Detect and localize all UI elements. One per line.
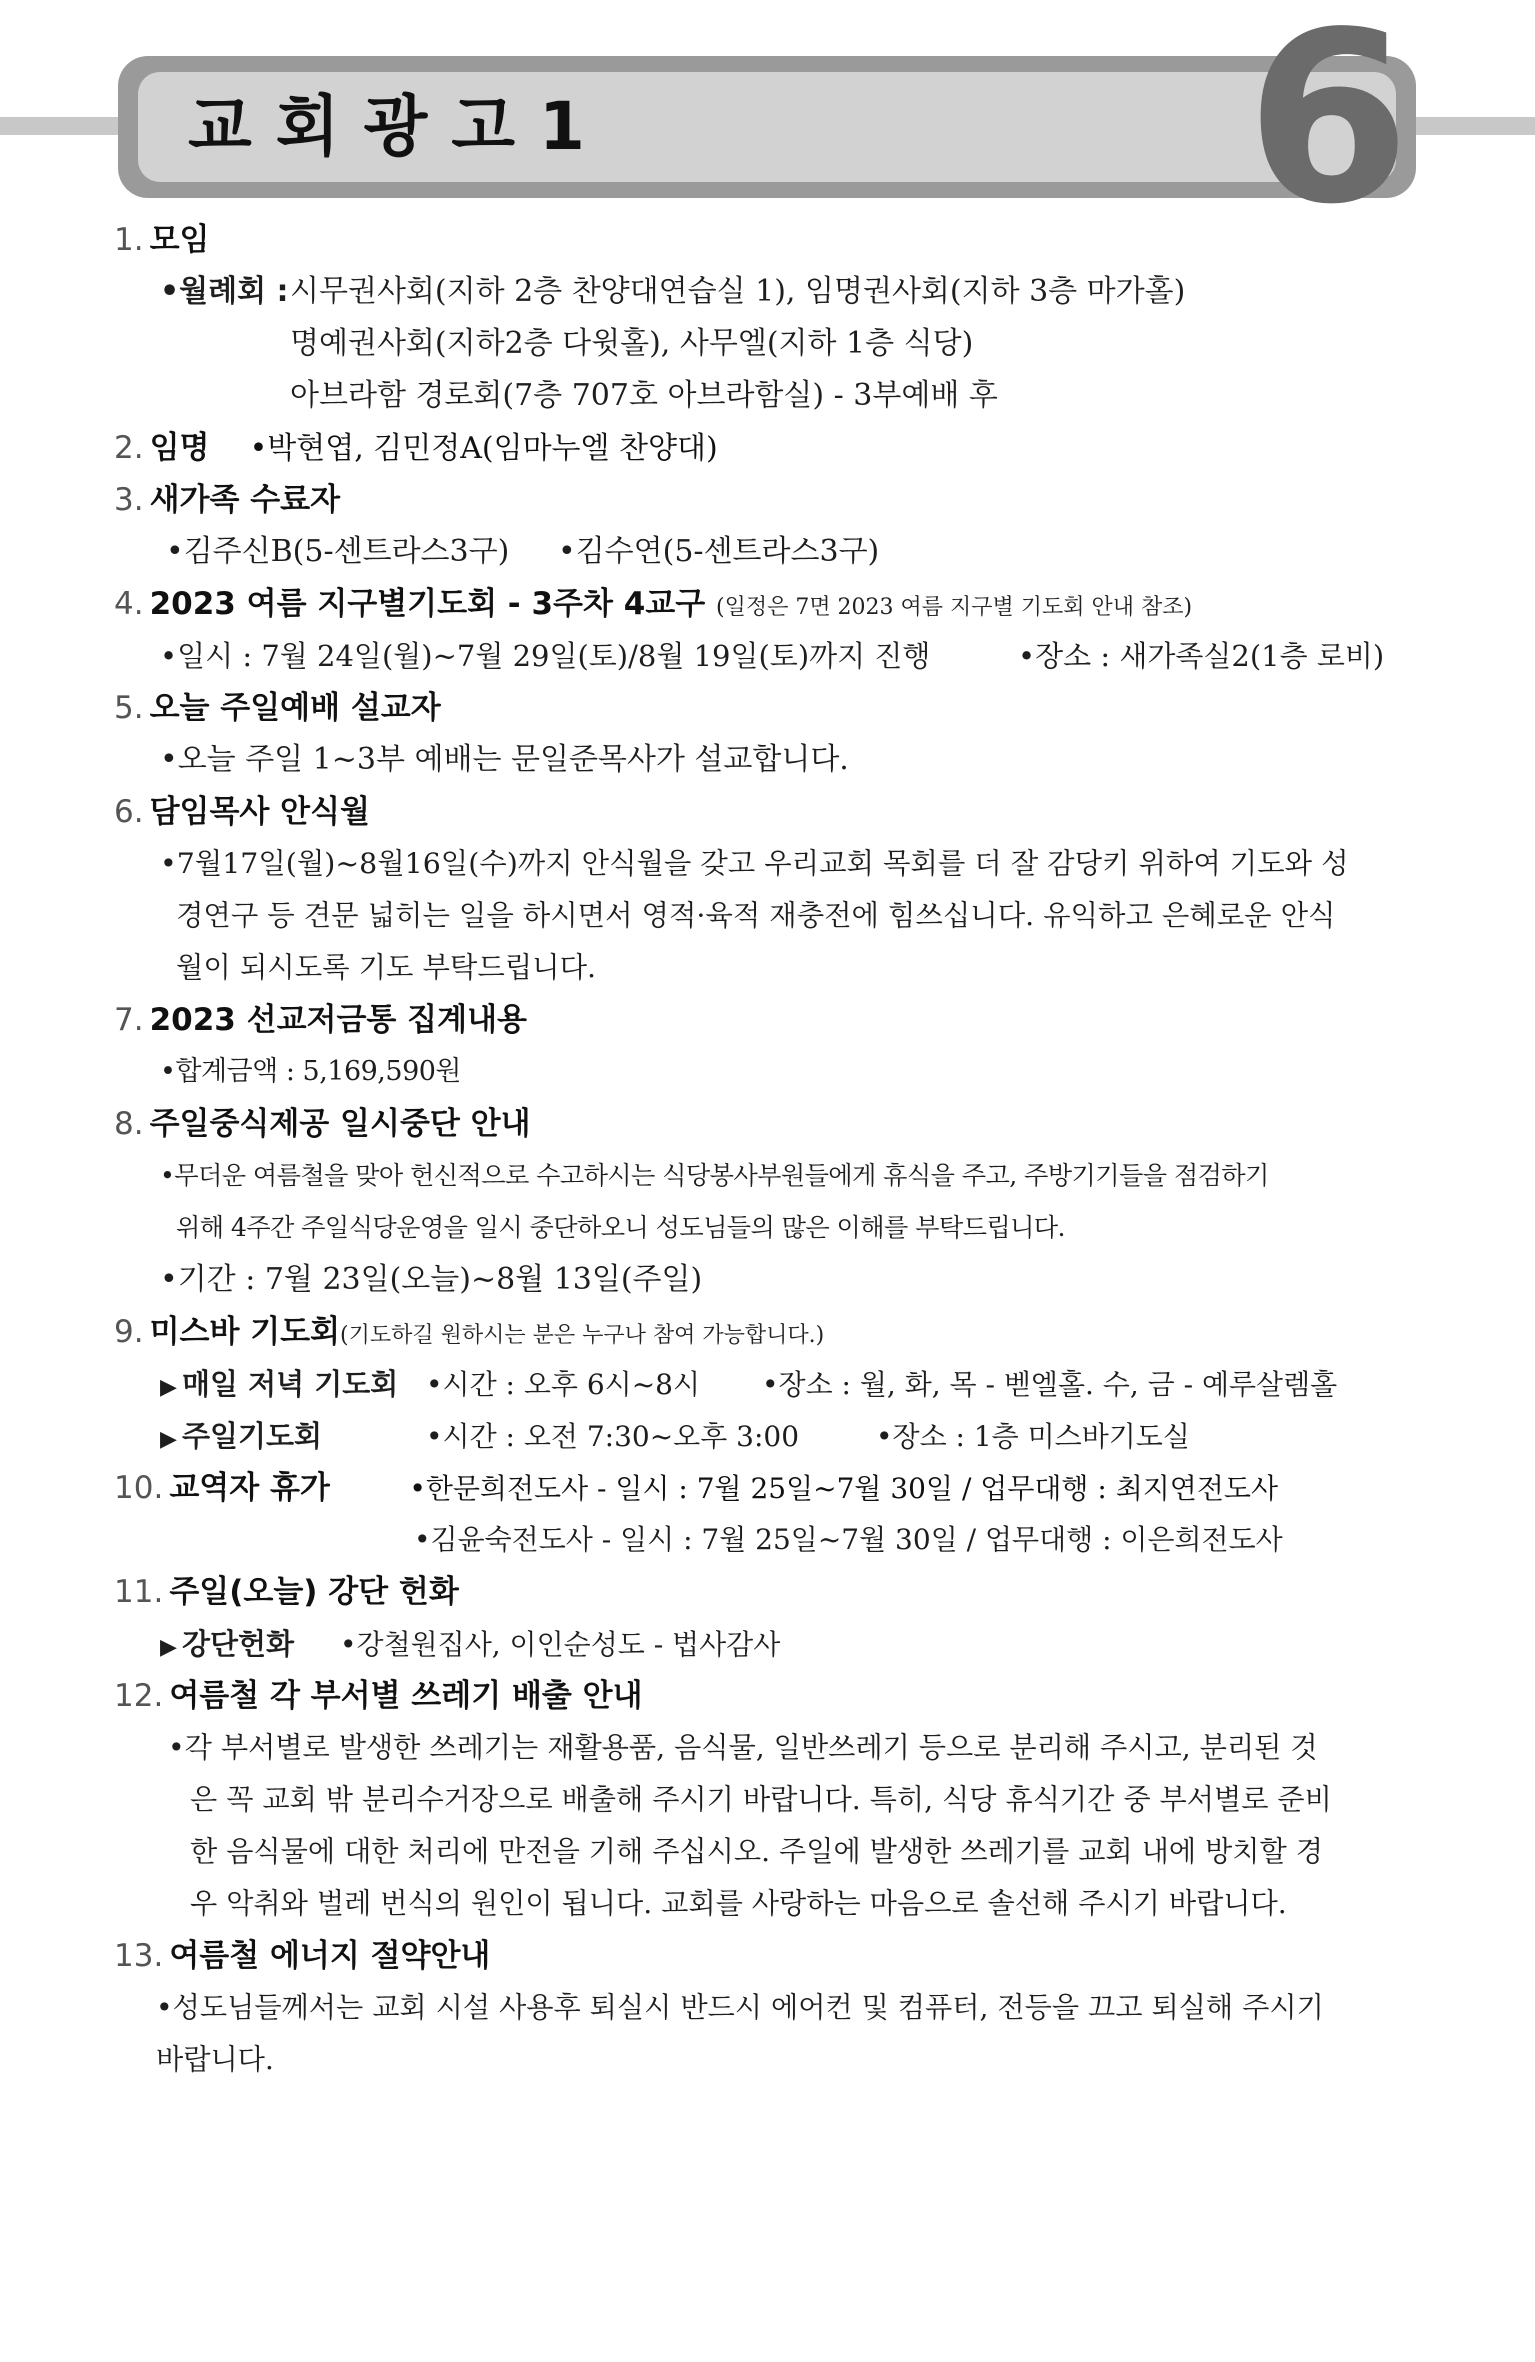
item-text: 바랍니다. <box>156 2043 274 2076</box>
item-text: •박현엽, 김민정A(임마누엘 찬양대) <box>249 431 718 466</box>
section-title: 담임목사 안식월 <box>149 794 370 830</box>
row-label: 주일기도회 <box>182 1419 323 1453</box>
list-item: •김주신B(5-센트라스3구) <box>166 534 510 569</box>
item-text: •기간 : 7월 23일(오늘)~8월 13일(주일) <box>160 1262 703 1297</box>
item-text: •강철원집사, 이인순성도 - 법사감사 <box>340 1628 781 1661</box>
item-text: 한 음식물에 대한 처리에 만전을 기해 주십시오. 주일에 발생한 쓰레기를 교회 내에 방치할 경 <box>190 1835 1323 1868</box>
item-text: 월이 되시도록 기도 부탁드립니다. <box>176 951 597 984</box>
section-8 <box>114 1098 1424 1306</box>
section-title: 모임 <box>149 222 210 258</box>
item-text: 경연구 등 견문 넓히는 일을 하시면서 영적·육적 재충전에 힘쓰십니다. 유익하고 은혜로운 안식 <box>176 899 1336 932</box>
section-title: 여름철 에너지 절약안내 <box>169 1938 491 1974</box>
section-number: 11. <box>114 1574 164 1610</box>
item-text: 아브라함 경로회(7층 707호 아브라함실) - 3부예배 후 <box>290 378 998 413</box>
section-number: 3. <box>114 482 144 518</box>
item-text: 시무권사회(지하 2층 찬양대연습실 1), 임명권사회(지하 3층 마가홀) <box>290 274 1186 309</box>
row-time: •시간 : 오전 7:30~오후 3:00 <box>426 1420 800 1453</box>
section-title: 주일(오늘) 강단 헌화 <box>169 1574 459 1610</box>
item-text: •한문희전도사 - 일시 : 7월 25일~7월 30일 / 업무대행 : 최지연전도사 <box>409 1472 1278 1505</box>
section-11 <box>114 1566 1424 1670</box>
item-text: •각 부서별로 발생한 쓰레기는 재활용품, 음식물, 일반쓰레기 등으로 분리해 주시고, 분리된 것 <box>168 1731 1318 1764</box>
item-text: •김윤숙전도사 - 일시 : 7월 25일~7월 30일 / 업무대행 : 이은희전도사 <box>414 1523 1283 1556</box>
section-title: 미스바 기도회 <box>149 1314 341 1350</box>
section-number: 12. <box>114 1678 164 1714</box>
section-1 <box>114 214 1424 422</box>
item-text: 명예권사회(지하2층 다윗홀), 사무엘(지하 1층 식당) <box>290 326 974 361</box>
section-12 <box>114 1670 1424 1930</box>
section-title: 여름철 각 부서별 쓰레기 배출 안내 <box>169 1678 643 1714</box>
section-title: 임명 <box>149 430 210 466</box>
section-number: 1. <box>114 222 144 258</box>
triangle-right-icon: ▶ <box>160 1375 177 1400</box>
row-label: 매일 저녁 기도회 <box>182 1367 399 1401</box>
section-13 <box>114 1930 1424 2086</box>
section-number: 8. <box>114 1106 144 1142</box>
item-text: 은 꼭 교회 밖 분리수거장으로 배출해 주시기 바랍니다. 특히, 식당 휴식기간 중 부서별로 준비 <box>190 1783 1332 1816</box>
section-title: 새가족 수료자 <box>149 482 341 518</box>
section-title: 2023 여름 지구별기도회 - 3주차 4교구 <box>149 586 706 622</box>
section-title: 교역자 휴가 <box>169 1470 330 1506</box>
section-2 <box>114 422 1424 474</box>
row-place: •장소 : 1층 미스바기도실 <box>876 1420 1190 1453</box>
section-10 <box>114 1462 1424 1566</box>
item-text: 우 악취와 벌레 번식의 원인이 됩니다. 교회를 사랑하는 마음으로 솔선해 주시기 바랍니다. <box>190 1887 1287 1920</box>
section-note: (일정은 7면 2023 여름 지구별 기도회 안내 참조) <box>715 595 1193 620</box>
item-text: •오늘 주일 1~3부 예배는 문일준목사가 설교합니다. <box>160 742 849 777</box>
triangle-right-icon: ▶ <box>160 1427 177 1452</box>
section-5 <box>114 682 1424 786</box>
section-number: 5. <box>114 690 144 726</box>
list-item: •김수연(5-센트라스3구) <box>558 534 880 569</box>
section-number: 9. <box>114 1314 144 1350</box>
item-place: •장소 : 새가족실2(1층 로비) <box>1018 639 1385 673</box>
section-number: 6. <box>114 794 144 830</box>
section-title: 오늘 주일예배 설교자 <box>149 690 441 726</box>
item-label: •월례회 : <box>160 274 289 309</box>
section-number: 7. <box>114 1002 144 1038</box>
section-number: 10. <box>114 1470 164 1506</box>
item-text: •합계금액 : 5,169,590원 <box>160 1056 462 1087</box>
section-7 <box>114 994 1424 1098</box>
section-number: 4. <box>114 586 144 622</box>
item-date: •일시 : 7월 24일(월)~7월 29일(토)/8월 19일(토)까지 진행 <box>160 639 931 673</box>
section-number: 2. <box>114 430 144 466</box>
section-title: 2023 선교저금통 집계내용 <box>149 1002 527 1038</box>
section-3 <box>114 474 1424 578</box>
section-title: 주일중식제공 일시중단 안내 <box>149 1106 531 1142</box>
row-label: 강단헌화 <box>182 1627 295 1661</box>
item-text: •성도님들께서는 교회 시설 사용후 퇴실시 반드시 에어컨 및 컴퓨터, 전등을 끄고 퇴실해 주시기 <box>156 1991 1324 2024</box>
page-number: 6 <box>1246 0 1407 256</box>
item-text: •무더운 여름철을 맞아 헌신적으로 수고하시는 식당봉사부원들에게 휴식을 주고, 주방기기들을 점검하기 <box>160 1161 1269 1190</box>
item-text: 위해 4주간 주일식당운영을 일시 중단하오니 성도님들의 많은 이해를 부탁드립니다. <box>176 1213 1065 1242</box>
section-note: (기도하길 원하시는 분은 누구나 참여 가능합니다.) <box>340 1323 825 1348</box>
section-9 <box>114 1306 1424 1462</box>
row-place: •장소 : 월, 화, 목 - 벧엘홀. 수, 금 - 예루살렘홀 <box>762 1368 1338 1401</box>
page-title: 교회광고1 <box>188 88 609 165</box>
announcements <box>114 214 1424 2086</box>
item-text: •7월17일(월)~8월16일(수)까지 안식월을 갖고 우리교회 목회를 더 잘 감당키 위하여 기도와 성 <box>160 847 1349 880</box>
triangle-right-icon: ▶ <box>160 1635 177 1660</box>
row-time: •시간 : 오후 6시~8시 <box>426 1368 701 1401</box>
section-number: 13. <box>114 1938 164 1974</box>
section-4 <box>114 578 1424 682</box>
section-6 <box>114 786 1424 994</box>
